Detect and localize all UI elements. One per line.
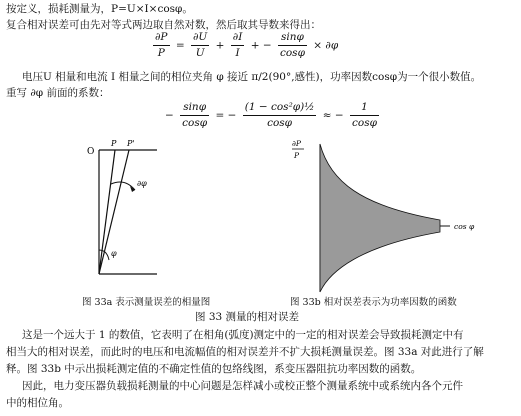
figure-b-caption: 图 33b 相对误差表示为功率因数的函数 (290, 297, 457, 308)
para-line-4: 因此，电力变压器负载损耗测量的中心问题是怎样减小或校正整个测量系统中或系统内各个元件 (22, 380, 463, 392)
y-label-top: ∂P (292, 139, 301, 148)
label-P-prime: P' (127, 139, 135, 148)
equation-2: − $\frac{\sin\varphi}{\cos\varphi}$ = − $\frac{\text{(1 − cos²φ)½}}{\cos\varphi}$ ≈ − $\frac{1}{\cos\varphi}$ (165, 100, 382, 131)
text-line-2: 复合相对误差可由先对等式两边取自然对数，然后取其导数来得出： (6, 19, 321, 31)
equation-1: $\frac{\partial P}{P}$ = $\frac{\partial U}{U}$ + $\frac{\partial I}{I}$ + − $\frac{\sin\varphi}{\cos\varphi}$ × ∂φ (150, 30, 338, 61)
text-line-4: 重写 ∂φ 前面的系数： (6, 87, 110, 99)
para-line-5: 中的相位角。 (6, 397, 69, 409)
label-O: O (87, 147, 95, 157)
envelope-region (320, 144, 440, 292)
para-line-2: 相当大的相对误差，而此时的电压和电流幅值的相对误差并不扩大损耗测量误差。图 33a 对此进行了解 (6, 346, 484, 358)
phasor-diagram (85, 138, 175, 286)
error-envelope-chart (290, 136, 480, 296)
text-line-3: 电压U 相量和电流 I 相量之间的相位夹角 φ 接近 π/2(90°,感性)，功率因数cosφ为一个很小数值。 (22, 71, 482, 83)
label-P: P (111, 139, 117, 148)
eq1-term-i: $\frac{\partial I}{I}$ (232, 31, 243, 60)
label-phi: φ (111, 249, 117, 258)
para-line-3: 释。图 33b 中示出损耗测定值的不确定性值的包络线图，系变压器阻抗功率因数的函数。 (6, 363, 422, 375)
eq1-term-phi: $\frac{\sin\varphi}{\cos\varphi}$ (279, 31, 305, 60)
eq2-term-c: $\frac{1}{\cos\varphi}$ (352, 101, 377, 130)
y-label-bot: P (294, 151, 300, 160)
label-dphi: ∂φ (137, 179, 147, 188)
text-line-1: 按定义，损耗测量为，P=U×I×cosφ。 (6, 3, 193, 15)
para-line-1: 这是一个远大于 1 的数值，它表明了在相角(弧度)测定中的一定的相对误差会导致损耗测定中有 (22, 329, 464, 341)
figure-title: 图 33 测量的相对误差 (195, 311, 300, 323)
eq1-term-u: $\frac{\partial U}{U}$ (193, 31, 208, 60)
eq1-lhs: $\frac{\partial P}{P}$ (155, 31, 168, 60)
eq2-term-b: $\frac{\text{(1 − cos²φ)½}}{\cos\varphi}$ (244, 101, 315, 130)
figure-a-caption: 图 33a 表示测量误差的相量图 (82, 297, 211, 308)
x-label: cos φ (454, 222, 475, 231)
eq2-term-a: $\frac{\sin\varphi}{\cos\varphi}$ (182, 101, 208, 130)
